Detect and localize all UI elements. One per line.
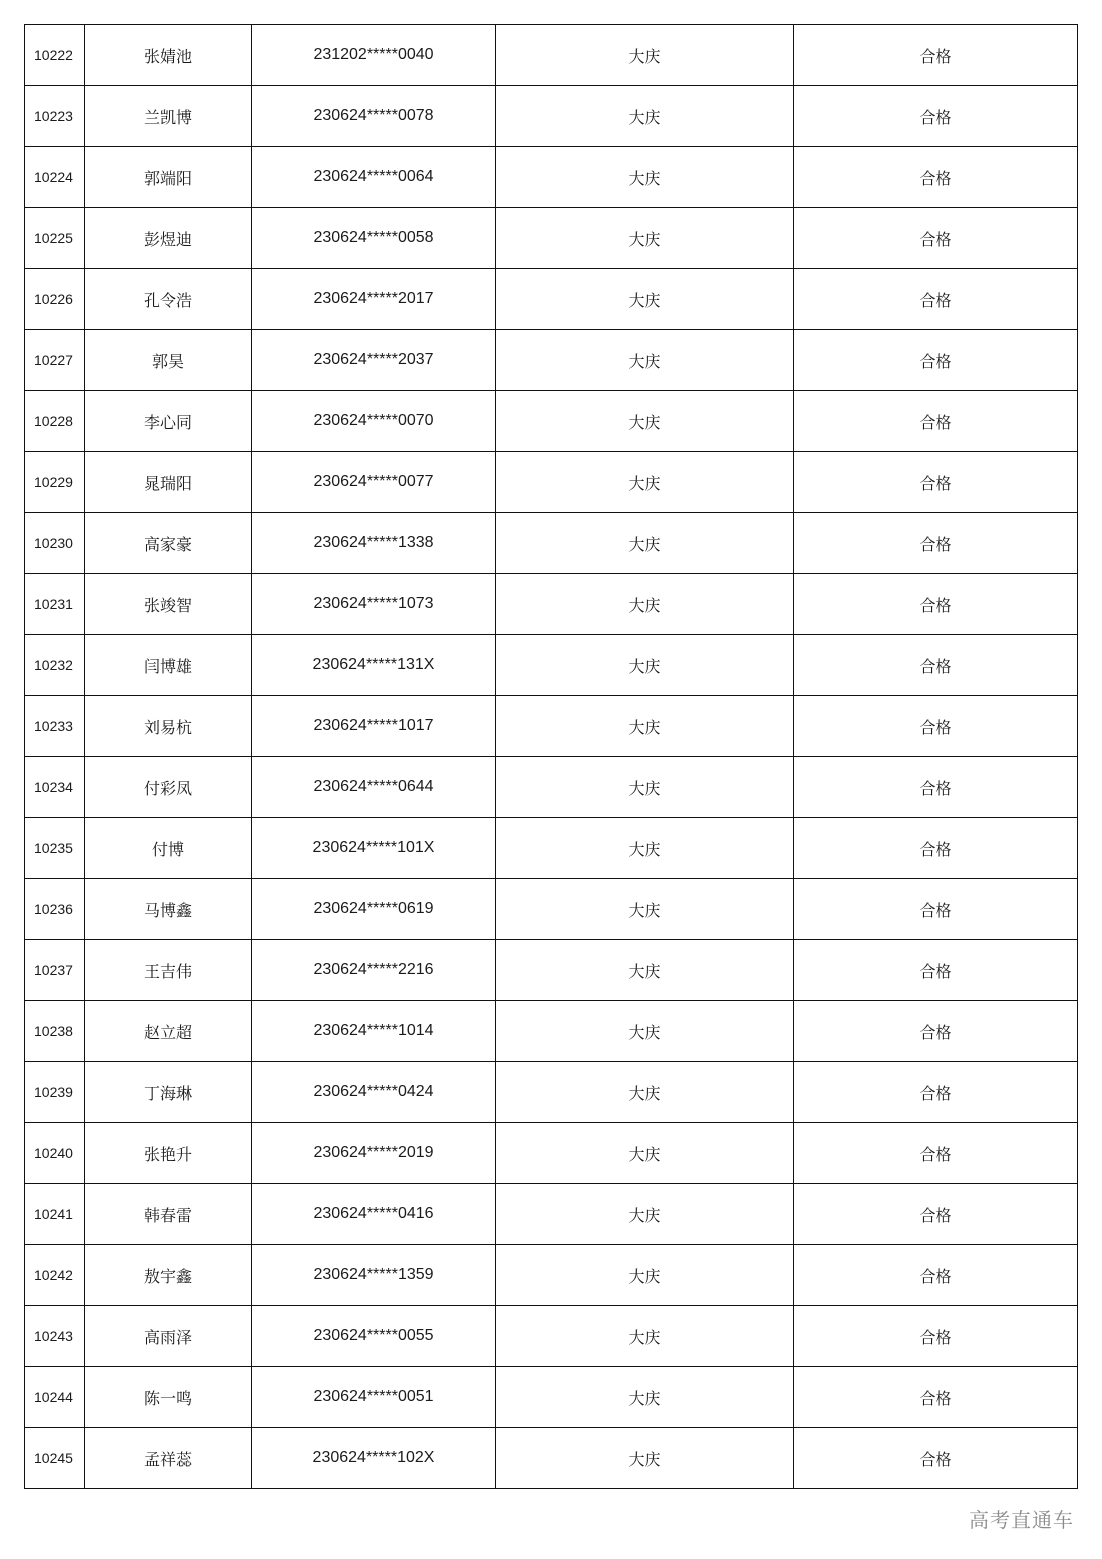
cell-id-number: 230624*****0077 xyxy=(252,452,496,513)
cell-result: 合格 xyxy=(794,818,1078,879)
cell-id-number: 230624*****0070 xyxy=(252,391,496,452)
cell-name: 马博鑫 xyxy=(85,879,252,940)
cell-id-number: 230624*****0058 xyxy=(252,208,496,269)
table-row xyxy=(25,513,1078,574)
cell-result: 合格 xyxy=(794,879,1078,940)
cell-name: 张竣智 xyxy=(85,574,252,635)
table-row xyxy=(25,208,1078,269)
table-row xyxy=(25,452,1078,513)
cell-region: 大庆 xyxy=(496,1245,794,1306)
cell-result: 合格 xyxy=(794,1184,1078,1245)
table-row xyxy=(25,391,1078,452)
cell-name: 张艳升 xyxy=(85,1123,252,1184)
cell-number: 10237 xyxy=(25,940,85,1001)
cell-number: 10244 xyxy=(25,1367,85,1428)
cell-id-number: 230624*****0416 xyxy=(252,1184,496,1245)
cell-name: 郭昊 xyxy=(85,330,252,391)
cell-result: 合格 xyxy=(794,147,1078,208)
cell-id-number: 230624*****0064 xyxy=(252,147,496,208)
table-row xyxy=(25,269,1078,330)
cell-name: 赵立超 xyxy=(85,1001,252,1062)
cell-name: 王吉伟 xyxy=(85,940,252,1001)
cell-result: 合格 xyxy=(794,1306,1078,1367)
cell-result: 合格 xyxy=(794,1062,1078,1123)
cell-region: 大庆 xyxy=(496,696,794,757)
table-row xyxy=(25,1245,1078,1306)
cell-result: 合格 xyxy=(794,1428,1078,1489)
cell-id-number: 230624*****2037 xyxy=(252,330,496,391)
cell-number: 10236 xyxy=(25,879,85,940)
cell-id-number: 230624*****1338 xyxy=(252,513,496,574)
cell-id-number: 230624*****0078 xyxy=(252,86,496,147)
cell-id-number: 230624*****2019 xyxy=(252,1123,496,1184)
table-row xyxy=(25,1123,1078,1184)
cell-result: 合格 xyxy=(794,25,1078,86)
cell-number: 10239 xyxy=(25,1062,85,1123)
cell-result: 合格 xyxy=(794,1123,1078,1184)
table-row xyxy=(25,86,1078,147)
cell-result: 合格 xyxy=(794,391,1078,452)
cell-id-number: 230624*****0055 xyxy=(252,1306,496,1367)
cell-result: 合格 xyxy=(794,208,1078,269)
cell-number: 10232 xyxy=(25,635,85,696)
cell-number: 10241 xyxy=(25,1184,85,1245)
table-row xyxy=(25,1367,1078,1428)
cell-number: 10235 xyxy=(25,818,85,879)
cell-name: 刘易杭 xyxy=(85,696,252,757)
cell-number: 10234 xyxy=(25,757,85,818)
cell-name: 付博 xyxy=(85,818,252,879)
cell-name: 郭端阳 xyxy=(85,147,252,208)
cell-name: 彭煜迪 xyxy=(85,208,252,269)
cell-region: 大庆 xyxy=(496,86,794,147)
table-row xyxy=(25,1062,1078,1123)
cell-name: 丁海琳 xyxy=(85,1062,252,1123)
cell-result: 合格 xyxy=(794,635,1078,696)
cell-region: 大庆 xyxy=(496,940,794,1001)
cell-result: 合格 xyxy=(794,269,1078,330)
table-row xyxy=(25,757,1078,818)
cell-result: 合格 xyxy=(794,1245,1078,1306)
cell-number: 10233 xyxy=(25,696,85,757)
cell-number: 10226 xyxy=(25,269,85,330)
cell-region: 大庆 xyxy=(496,1184,794,1245)
cell-id-number: 230624*****0644 xyxy=(252,757,496,818)
cell-region: 大庆 xyxy=(496,25,794,86)
watermark-text: 高考直通车 xyxy=(969,1508,1074,1532)
cell-name: 孟祥蕊 xyxy=(85,1428,252,1489)
cell-region: 大庆 xyxy=(496,879,794,940)
cell-number: 10227 xyxy=(25,330,85,391)
cell-name: 闫博雄 xyxy=(85,635,252,696)
cell-number: 10242 xyxy=(25,1245,85,1306)
cell-id-number: 230624*****101X xyxy=(252,818,496,879)
table-row xyxy=(25,940,1078,1001)
cell-region: 大庆 xyxy=(496,1062,794,1123)
cell-name: 李心同 xyxy=(85,391,252,452)
cell-name: 张婧池 xyxy=(85,25,252,86)
cell-result: 合格 xyxy=(794,1001,1078,1062)
cell-region: 大庆 xyxy=(496,757,794,818)
cell-number: 10243 xyxy=(25,1306,85,1367)
cell-number: 10230 xyxy=(25,513,85,574)
table-row xyxy=(25,574,1078,635)
cell-id-number: 230624*****1073 xyxy=(252,574,496,635)
table-row xyxy=(25,330,1078,391)
cell-region: 大庆 xyxy=(496,269,794,330)
table-body xyxy=(25,25,1078,1489)
cell-id-number: 230624*****0619 xyxy=(252,879,496,940)
cell-id-number: 230624*****131X xyxy=(252,635,496,696)
cell-result: 合格 xyxy=(794,452,1078,513)
cell-number: 10223 xyxy=(25,86,85,147)
cell-region: 大庆 xyxy=(496,1123,794,1184)
cell-name: 孔令浩 xyxy=(85,269,252,330)
cell-number: 10245 xyxy=(25,1428,85,1489)
cell-number: 10224 xyxy=(25,147,85,208)
cell-result: 合格 xyxy=(794,330,1078,391)
cell-region: 大庆 xyxy=(496,391,794,452)
cell-region: 大庆 xyxy=(496,1306,794,1367)
cell-name: 晁瑞阳 xyxy=(85,452,252,513)
cell-name: 敖宇鑫 xyxy=(85,1245,252,1306)
cell-id-number: 231202*****0040 xyxy=(252,25,496,86)
table-row xyxy=(25,1001,1078,1062)
table-row xyxy=(25,1306,1078,1367)
cell-number: 10240 xyxy=(25,1123,85,1184)
cell-name: 兰凯博 xyxy=(85,86,252,147)
table-row xyxy=(25,879,1078,940)
table-row xyxy=(25,635,1078,696)
cell-number: 10238 xyxy=(25,1001,85,1062)
table-row xyxy=(25,25,1078,86)
table-row xyxy=(25,1184,1078,1245)
table-row xyxy=(25,696,1078,757)
cell-id-number: 230624*****102X xyxy=(252,1428,496,1489)
cell-name: 韩春雷 xyxy=(85,1184,252,1245)
cell-number: 10225 xyxy=(25,208,85,269)
table-row xyxy=(25,147,1078,208)
cell-region: 大庆 xyxy=(496,147,794,208)
cell-id-number: 230624*****1017 xyxy=(252,696,496,757)
cell-region: 大庆 xyxy=(496,208,794,269)
cell-region: 大庆 xyxy=(496,635,794,696)
cell-number: 10229 xyxy=(25,452,85,513)
cell-result: 合格 xyxy=(794,1367,1078,1428)
cell-number: 10231 xyxy=(25,574,85,635)
cell-id-number: 230624*****0051 xyxy=(252,1367,496,1428)
table-row xyxy=(25,818,1078,879)
cell-number: 10228 xyxy=(25,391,85,452)
cell-id-number: 230624*****1014 xyxy=(252,1001,496,1062)
cell-name: 高家豪 xyxy=(85,513,252,574)
cell-result: 合格 xyxy=(794,574,1078,635)
cell-result: 合格 xyxy=(794,940,1078,1001)
cell-number: 10222 xyxy=(25,25,85,86)
cell-region: 大庆 xyxy=(496,1001,794,1062)
cell-region: 大庆 xyxy=(496,330,794,391)
cell-region: 大庆 xyxy=(496,574,794,635)
cell-name: 付彩凤 xyxy=(85,757,252,818)
cell-name: 陈一鸣 xyxy=(85,1367,252,1428)
cell-result: 合格 xyxy=(794,696,1078,757)
cell-region: 大庆 xyxy=(496,452,794,513)
cell-name: 高雨泽 xyxy=(85,1306,252,1367)
cell-id-number: 230624*****1359 xyxy=(252,1245,496,1306)
cell-result: 合格 xyxy=(794,86,1078,147)
table-row xyxy=(25,1428,1078,1489)
cell-result: 合格 xyxy=(794,513,1078,574)
cell-result: 合格 xyxy=(794,757,1078,818)
cell-id-number: 230624*****2017 xyxy=(252,269,496,330)
cell-id-number: 230624*****2216 xyxy=(252,940,496,1001)
cell-region: 大庆 xyxy=(496,818,794,879)
cell-region: 大庆 xyxy=(496,1428,794,1489)
cell-id-number: 230624*****0424 xyxy=(252,1062,496,1123)
results-table xyxy=(24,24,1078,1489)
cell-region: 大庆 xyxy=(496,1367,794,1428)
cell-region: 大庆 xyxy=(496,513,794,574)
